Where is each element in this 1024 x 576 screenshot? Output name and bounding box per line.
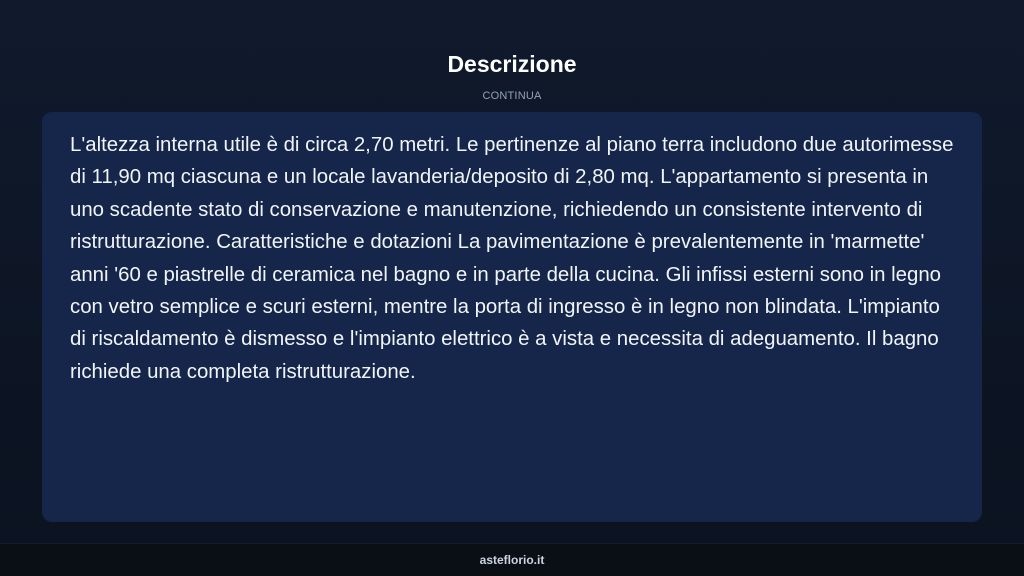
description-text: L'altezza interna utile è di circa 2,70 metri. Le pertinenze al piano terra includono due autorimesse di 11,90 mq ciascuna e un locale lavanderia/deposito di 2,80 mq. L'appartamento si presenta in uno scadente stato di conservazione e manutenzione, richiedendo un consistente intervento di ristrutturazione. Caratteristiche e dotazioni La pavimentazione è prevalentemente in 'marmette' anni '60 e piastrelle di ceramica nel bagno e in parte della cucina. Gli infissi esterni sono in legno con vetro semplice e scuri esterni, mentre la porta di ingresso è in legno non blindata. L'impianto di riscaldamento è dismesso e l'impianto elettrico è a vista e necessita di adeguamento. Il bagno richiede una completa ristrutturazione. bbox=[70, 134, 954, 383]
page-subtitle: CONTINUA bbox=[482, 90, 542, 102]
description-card bbox=[42, 112, 982, 522]
page-title: Descrizione bbox=[447, 51, 577, 77]
footer-bar bbox=[0, 543, 1024, 576]
footer-site-label: asteflorio.it bbox=[479, 553, 545, 567]
